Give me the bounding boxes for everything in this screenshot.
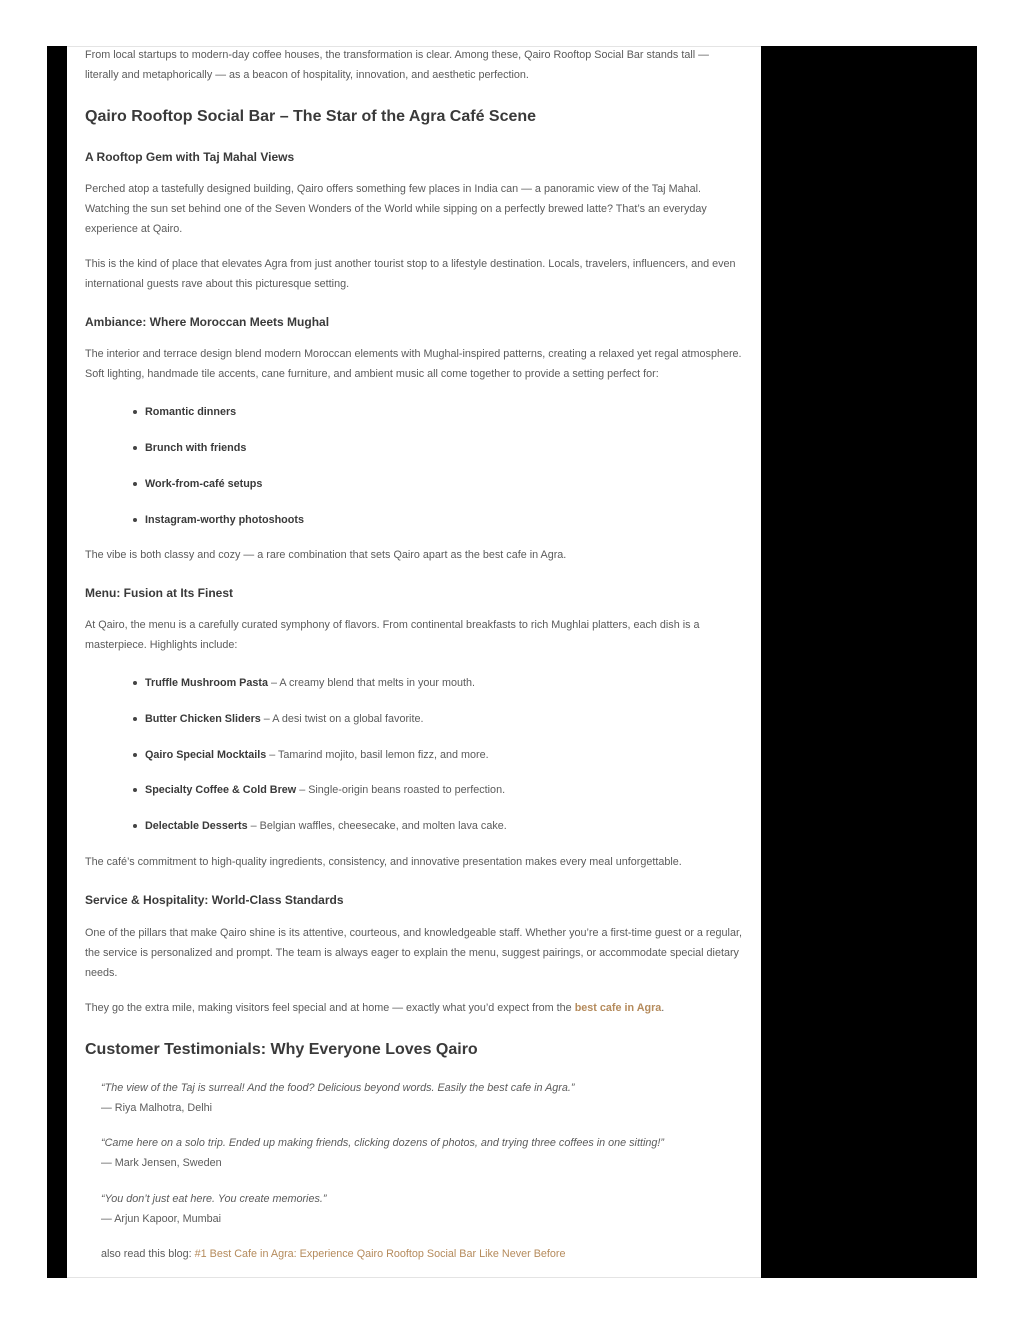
service-paragraph-2: They go the extra mile, making visitors feel special and at home — exactly what you’d expect from the best cafe in Agra.	[85, 1002, 665, 1014]
intro-paragraph: From local startups to modern-day coffee houses, the transformation is clear. Among these, Qairo Rooftop Social Bar stands tall — literally and metaphorically — as a beacon of hospitality, innovation, and aesthetic perfection.	[85, 49, 709, 81]
testimonial-3	[85, 1190, 745, 1230]
menu-paragraph-1: At Qairo, the menu is a carefully curated symphony of flavors. From continental breakfasts to rich Mughlai platters, each dish is a masterpiece. Highlights include:	[85, 619, 700, 651]
service-paragraph-1: One of the pillars that make Qairo shine is its attentive, courteous, and knowledgeable staff. Whether you’re a first-time guest or a regular, the service is personalized and prompt. The team is always eager to explain the menu, suggest pairings, or accommodate special dietary needs.	[85, 927, 742, 979]
list-item: Work-from-café setups	[85, 476, 745, 492]
list-item: Specialty Coffee & Cold Brew – Single-origin beans roasted to perfection.	[85, 782, 745, 798]
menu-paragraph-2: The café’s commitment to high-quality ingredients, consistency, and innovative presentation makes every meal unforgettable.	[85, 856, 682, 868]
subheading-service: Service & Hospitality: World-Class Standards	[85, 893, 344, 907]
also-read-line: also read this blog: #1 Best Cafe in Agra: Experience Qairo Rooftop Social Bar Like Never Before	[101, 1248, 566, 1260]
list-item: Butter Chicken Sliders – A desi twist on a global favorite.	[85, 711, 745, 727]
list-item: Instagram-worthy photoshoots	[85, 512, 745, 528]
testimonial-1	[85, 1079, 745, 1119]
section-heading-star: Qairo Rooftop Social Bar – The Star of the Agra Café Scene	[85, 108, 537, 125]
rooftop-paragraph-2: This is the kind of place that elevates Agra from just another tourist stop to a lifestyle destination. Locals, travelers, influencers, and even international guests rave about this picturesque setting.	[85, 258, 736, 290]
list-item: Romantic dinners	[85, 404, 745, 420]
testimonial-author: — Arjun Kapoor, Mumbai	[101, 1212, 222, 1225]
list-item: Delectable Desserts – Belgian waffles, cheesecake, and molten lava cake.	[85, 818, 745, 834]
testimonial-author: — Riya Malhotra, Delhi	[101, 1101, 213, 1114]
document-page	[67, 46, 761, 1278]
testimonial-2	[85, 1134, 745, 1174]
subheading-menu: Menu: Fusion at Its Finest	[85, 586, 234, 600]
subheading-rooftop: A Rooftop Gem with Taj Mahal Views	[85, 150, 295, 164]
section-heading-testimonials: Customer Testimonials: Why Everyone Loves Qairo	[85, 1041, 478, 1058]
list-item: Truffle Mushroom Pasta – A creamy blend that melts in your mouth.	[85, 675, 745, 691]
list-item: Brunch with friends	[85, 440, 745, 456]
testimonial-quote: “The view of the Taj is surreal! And the food? Delicious beyond words. Easily the best cafe in Agra.”	[101, 1082, 575, 1094]
rooftop-paragraph-1: Perched atop a tastefully designed building, Qairo offers something few places in India can — a panoramic view of the Taj Mahal. Watching the sun set behind one of the Seven Wonders of the World while sipping on a perfectly brewed latte? That’s an everyday experience at Qairo.	[85, 183, 707, 235]
testimonial-quote: “Came here on a solo trip. Ended up making friends, clicking dozens of photos, and trying three coffees in one sitting!”	[101, 1137, 664, 1149]
ambiance-paragraph-1: The interior and terrace design blend modern Moroccan elements with Mughal-inspired patterns, creating a relaxed yet regal atmosphere. Soft lighting, handmade tile accents, cane furniture, and ambient music all come together to provide a setting perfect for:	[85, 348, 742, 380]
testimonial-quote: “You don’t just eat here. You create memories.”	[101, 1193, 327, 1205]
subheading-ambiance: Ambiance: Where Moroccan Meets Mughal	[85, 315, 330, 329]
ambiance-paragraph-2: The vibe is both classy and cozy — a rare combination that sets Qairo apart as the best cafe in Agra.	[85, 549, 567, 561]
testimonial-author: — Mark Jensen, Sweden	[101, 1156, 222, 1169]
list-item: Qairo Special Mocktails – Tamarind mojito, basil lemon fizz, and more.	[85, 747, 745, 763]
best-cafe-link[interactable]: best cafe in Agra	[574, 1002, 662, 1014]
also-read-blog-link[interactable]: #1 Best Cafe in Agra: Experience Qairo Rooftop Social Bar Like Never Before	[194, 1248, 566, 1260]
